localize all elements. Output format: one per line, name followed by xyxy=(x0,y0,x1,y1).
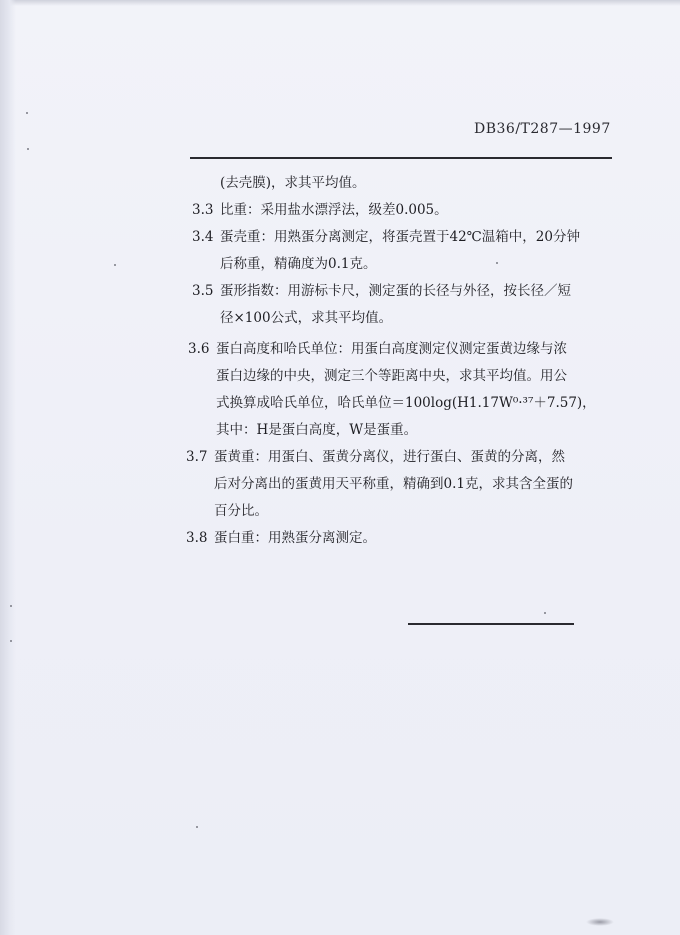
text-line xyxy=(186,525,573,552)
text-line xyxy=(192,251,580,278)
line-text: 式换算成哈氏单位，哈氏单位＝100log(H1.17W⁰·³⁷＋7.57)， xyxy=(216,395,596,411)
section-number: 3.6 xyxy=(188,341,210,357)
section-number: 3.3 xyxy=(192,202,214,218)
text-line xyxy=(192,197,580,224)
document-code: DB36/T287—1997 xyxy=(474,121,611,137)
scan-speck xyxy=(196,826,198,828)
text-line xyxy=(192,305,580,332)
line-text: 蛋白边缘的中央，测定三个等距离中央，求其平均值。用公 xyxy=(216,368,567,384)
line-text: 后对分离出的蛋黄用天平称重，精确到0.1克，求其含全蛋的 xyxy=(214,476,573,492)
line-text: 其中：H是蛋白高度，W是蛋重。 xyxy=(216,422,418,438)
scan-speck xyxy=(27,148,29,150)
line-text: (去壳膜)，求其平均值。 xyxy=(220,175,366,191)
line-text: 蛋壳重：用熟蛋分离测定，将蛋壳置于42℃温箱中，20分钟 xyxy=(220,229,580,245)
line-text: 蛋白重：用熟蛋分离测定。 xyxy=(214,530,376,546)
text-line xyxy=(186,471,573,498)
text-line xyxy=(192,170,580,197)
section-number: 3.8 xyxy=(186,530,208,546)
text-line xyxy=(186,444,573,471)
line-text: 比重：采用盐水漂浮法，级差0.005。 xyxy=(220,202,448,218)
text-line xyxy=(186,498,573,525)
section-number: 3.5 xyxy=(192,283,214,299)
text-line xyxy=(188,390,596,417)
scan-speck xyxy=(544,612,546,614)
scan-speck xyxy=(10,605,12,607)
section-number: 3.7 xyxy=(186,449,208,465)
scan-smudge xyxy=(586,918,614,926)
text-line xyxy=(192,278,580,305)
scan-top-shadow xyxy=(0,0,680,6)
end-rule xyxy=(408,623,574,625)
line-text: 蛋形指数：用游标卡尺，测定蛋的长径与外径，按长径／短 xyxy=(220,283,571,299)
scan-left-shadow xyxy=(0,0,16,935)
text-block xyxy=(186,444,573,552)
text-line xyxy=(188,363,596,390)
line-text: 蛋白高度和哈氏单位：用蛋白高度测定仪测定蛋黄边缘与浓 xyxy=(216,341,567,357)
text-line xyxy=(188,336,596,363)
scan-speck xyxy=(26,112,28,114)
scan-speck xyxy=(114,264,116,266)
scan-speck xyxy=(10,640,12,642)
text-block xyxy=(188,336,596,444)
header-rule xyxy=(190,157,612,159)
line-text: 蛋黄重：用蛋白、蛋黄分离仪，进行蛋白、蛋黄的分离，然 xyxy=(214,449,565,465)
section-number: 3.4 xyxy=(192,229,214,245)
line-text: 后称重，精确度为0.1克。 xyxy=(220,256,377,272)
line-text: 百分比。 xyxy=(214,503,268,519)
text-block xyxy=(192,170,580,332)
text-line xyxy=(192,224,580,251)
scan-speck xyxy=(496,262,498,264)
text-line xyxy=(188,417,596,444)
line-text: 径×100公式，求其平均值。 xyxy=(220,310,393,326)
